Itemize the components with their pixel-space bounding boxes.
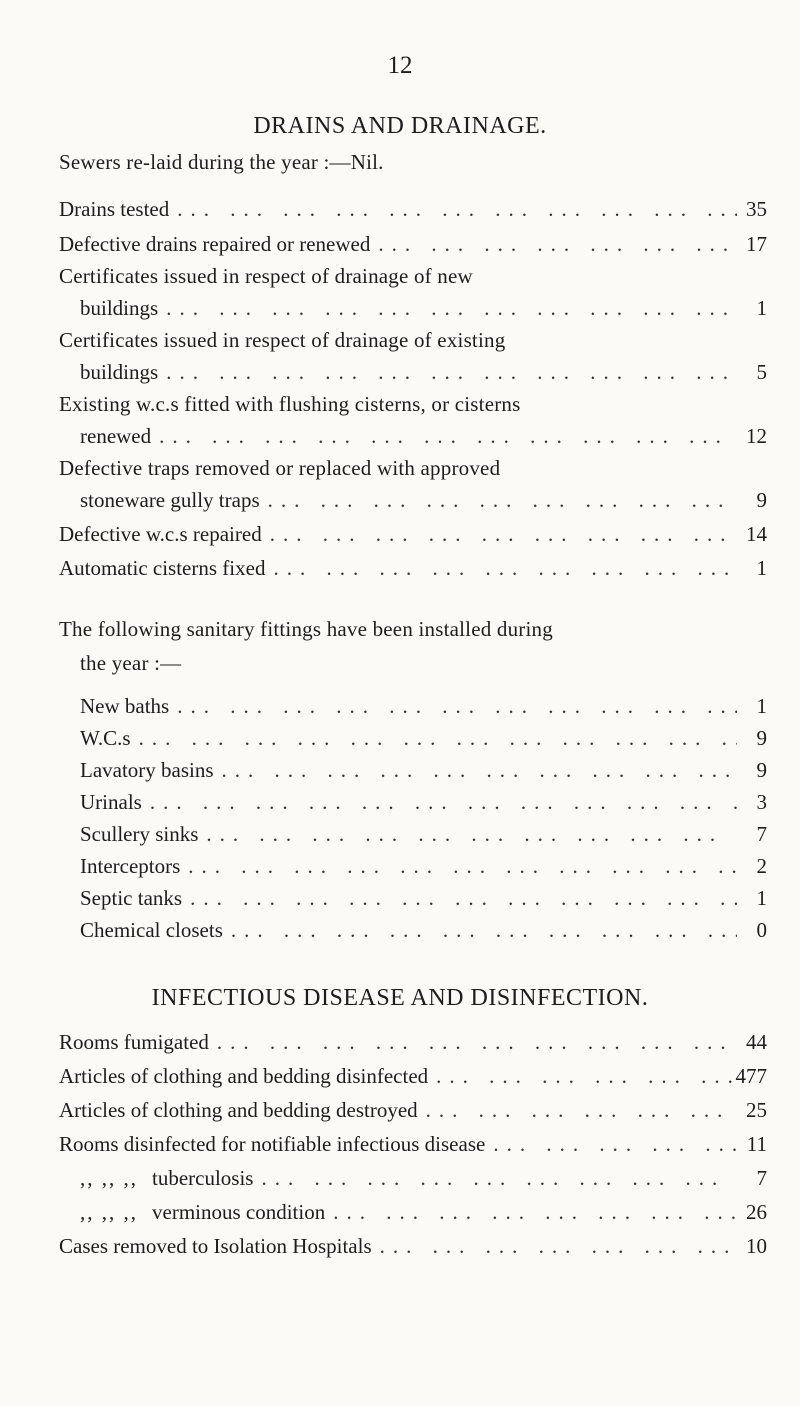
row-value: 14 [746, 522, 767, 546]
drains-row [59, 232, 767, 264]
leader-dots [214, 758, 737, 783]
infectious-row [80, 1200, 767, 1232]
row-label: Interceptors [80, 854, 181, 878]
row-label: Lavatory basins [80, 758, 214, 782]
leader-dots [325, 1200, 737, 1225]
leader-dots [158, 360, 737, 385]
drains-row [59, 197, 767, 229]
row-value: 35 [746, 197, 767, 221]
row-label: verminous condition [152, 1200, 326, 1224]
drains-row-line1: Defective traps removed or replaced with approved [59, 456, 501, 480]
infectious-row [80, 1166, 767, 1198]
drains-row-line1: Existing w.c.s fitted with flushing cisterns, or cisterns [59, 392, 521, 416]
sewers-line: Sewers re-laid during the year :—Nil. [59, 150, 384, 174]
infectious-heading: INFECTIOUS DISEASE AND DISINFECTION. [151, 985, 649, 1011]
row-label: tuberculosis [152, 1166, 254, 1190]
fittings-row [80, 854, 767, 886]
row-label: Cases removed to Isolation Hospitals [59, 1234, 372, 1258]
leader-dots [198, 822, 737, 847]
leader-dots [180, 854, 737, 879]
leader-dots [209, 1030, 737, 1055]
infectious-row [59, 1234, 767, 1266]
row-value: 10 [746, 1234, 767, 1258]
row-value: 1 [756, 694, 767, 718]
leader-dots [158, 296, 737, 321]
drains-row [80, 360, 767, 392]
leader-dots [169, 694, 737, 719]
row-value: 44 [746, 1030, 767, 1054]
row-value: 17 [746, 232, 767, 256]
row-value: 3 [756, 790, 767, 814]
drains-heading: DRAINS AND DRAINAGE. [253, 113, 547, 139]
row-value: 11 [746, 1132, 767, 1156]
row-label: buildings [80, 360, 159, 384]
infectious-row [59, 1030, 767, 1062]
page-number: 12 [387, 52, 413, 79]
row-label: W.C.s [80, 726, 131, 750]
fittings-intro: The following sanitary fittings have been installed during [59, 617, 553, 641]
fittings-row [80, 822, 767, 854]
leader-dots [131, 726, 737, 751]
row-label: stoneware gully traps [80, 488, 260, 512]
row-value: 5 [756, 360, 767, 384]
fittings-intro: the year :— [80, 651, 182, 675]
row-label: Articles of clothing and bedding disinfected [59, 1064, 429, 1088]
drains-row [80, 488, 767, 520]
fittings-row [80, 726, 767, 758]
fittings-row [80, 918, 767, 950]
infectious-row [59, 1132, 767, 1164]
row-label: Septic tanks [80, 886, 183, 910]
leader-dots [372, 1234, 737, 1259]
row-value: 477 [735, 1064, 767, 1088]
row-value: 9 [756, 488, 767, 512]
row-label: Rooms disinfected for notifiable infectious disease [59, 1132, 486, 1156]
drains-row [59, 556, 767, 588]
fittings-row [80, 758, 767, 790]
row-value: 1 [756, 296, 767, 320]
row-value: 25 [746, 1098, 767, 1122]
row-value: 0 [756, 918, 767, 942]
ditto-marks: ,, ,, ,, [80, 1166, 138, 1190]
leader-dots [428, 1064, 735, 1089]
leader-dots [265, 556, 737, 581]
leader-dots [370, 232, 737, 257]
row-value: 9 [756, 726, 767, 750]
leader-dots [182, 886, 737, 911]
row-label: Urinals [80, 790, 142, 814]
leader-dots [223, 918, 737, 943]
infectious-row [59, 1098, 767, 1130]
infectious-row [59, 1064, 767, 1096]
drains-row-line1: Certificates issued in respect of drainage of existing [59, 328, 506, 352]
row-label: Scullery sinks [80, 822, 199, 846]
row-label: New baths [80, 694, 170, 718]
row-label: Rooms fumigated [59, 1030, 209, 1054]
row-label: Drains tested [59, 197, 170, 221]
leader-dots [262, 522, 737, 547]
drains-row-line1: Certificates issued in respect of drainage of new [59, 264, 473, 288]
leader-dots [253, 1166, 737, 1191]
leader-dots [485, 1132, 737, 1157]
leader-dots [260, 488, 737, 513]
leader-dots [169, 197, 737, 222]
row-value: 7 [756, 1166, 767, 1190]
row-value: 7 [756, 822, 767, 846]
drains-row [80, 296, 767, 328]
row-label: Articles of clothing and bedding destroyed [59, 1098, 418, 1122]
drains-row [80, 424, 767, 456]
leader-dots [418, 1098, 737, 1123]
leader-dots [151, 424, 737, 449]
leader-dots [142, 790, 737, 815]
row-value: 26 [746, 1200, 767, 1224]
row-value: 1 [756, 556, 767, 580]
row-label: renewed [80, 424, 152, 448]
row-value: 1 [756, 886, 767, 910]
row-value: 9 [756, 758, 767, 782]
drains-row [59, 522, 767, 554]
row-value: 2 [756, 854, 767, 878]
row-label: Chemical closets [80, 918, 223, 942]
fittings-row [80, 694, 767, 726]
row-label: buildings [80, 296, 159, 320]
row-label: Automatic cisterns fixed [59, 556, 266, 580]
ditto-marks: ,, ,, ,, [80, 1200, 138, 1224]
row-label: Defective w.c.s repaired [59, 522, 262, 546]
fittings-row [80, 886, 767, 918]
fittings-row [80, 790, 767, 822]
row-label: Defective drains repaired or renewed [59, 232, 371, 256]
row-value: 12 [746, 424, 767, 448]
